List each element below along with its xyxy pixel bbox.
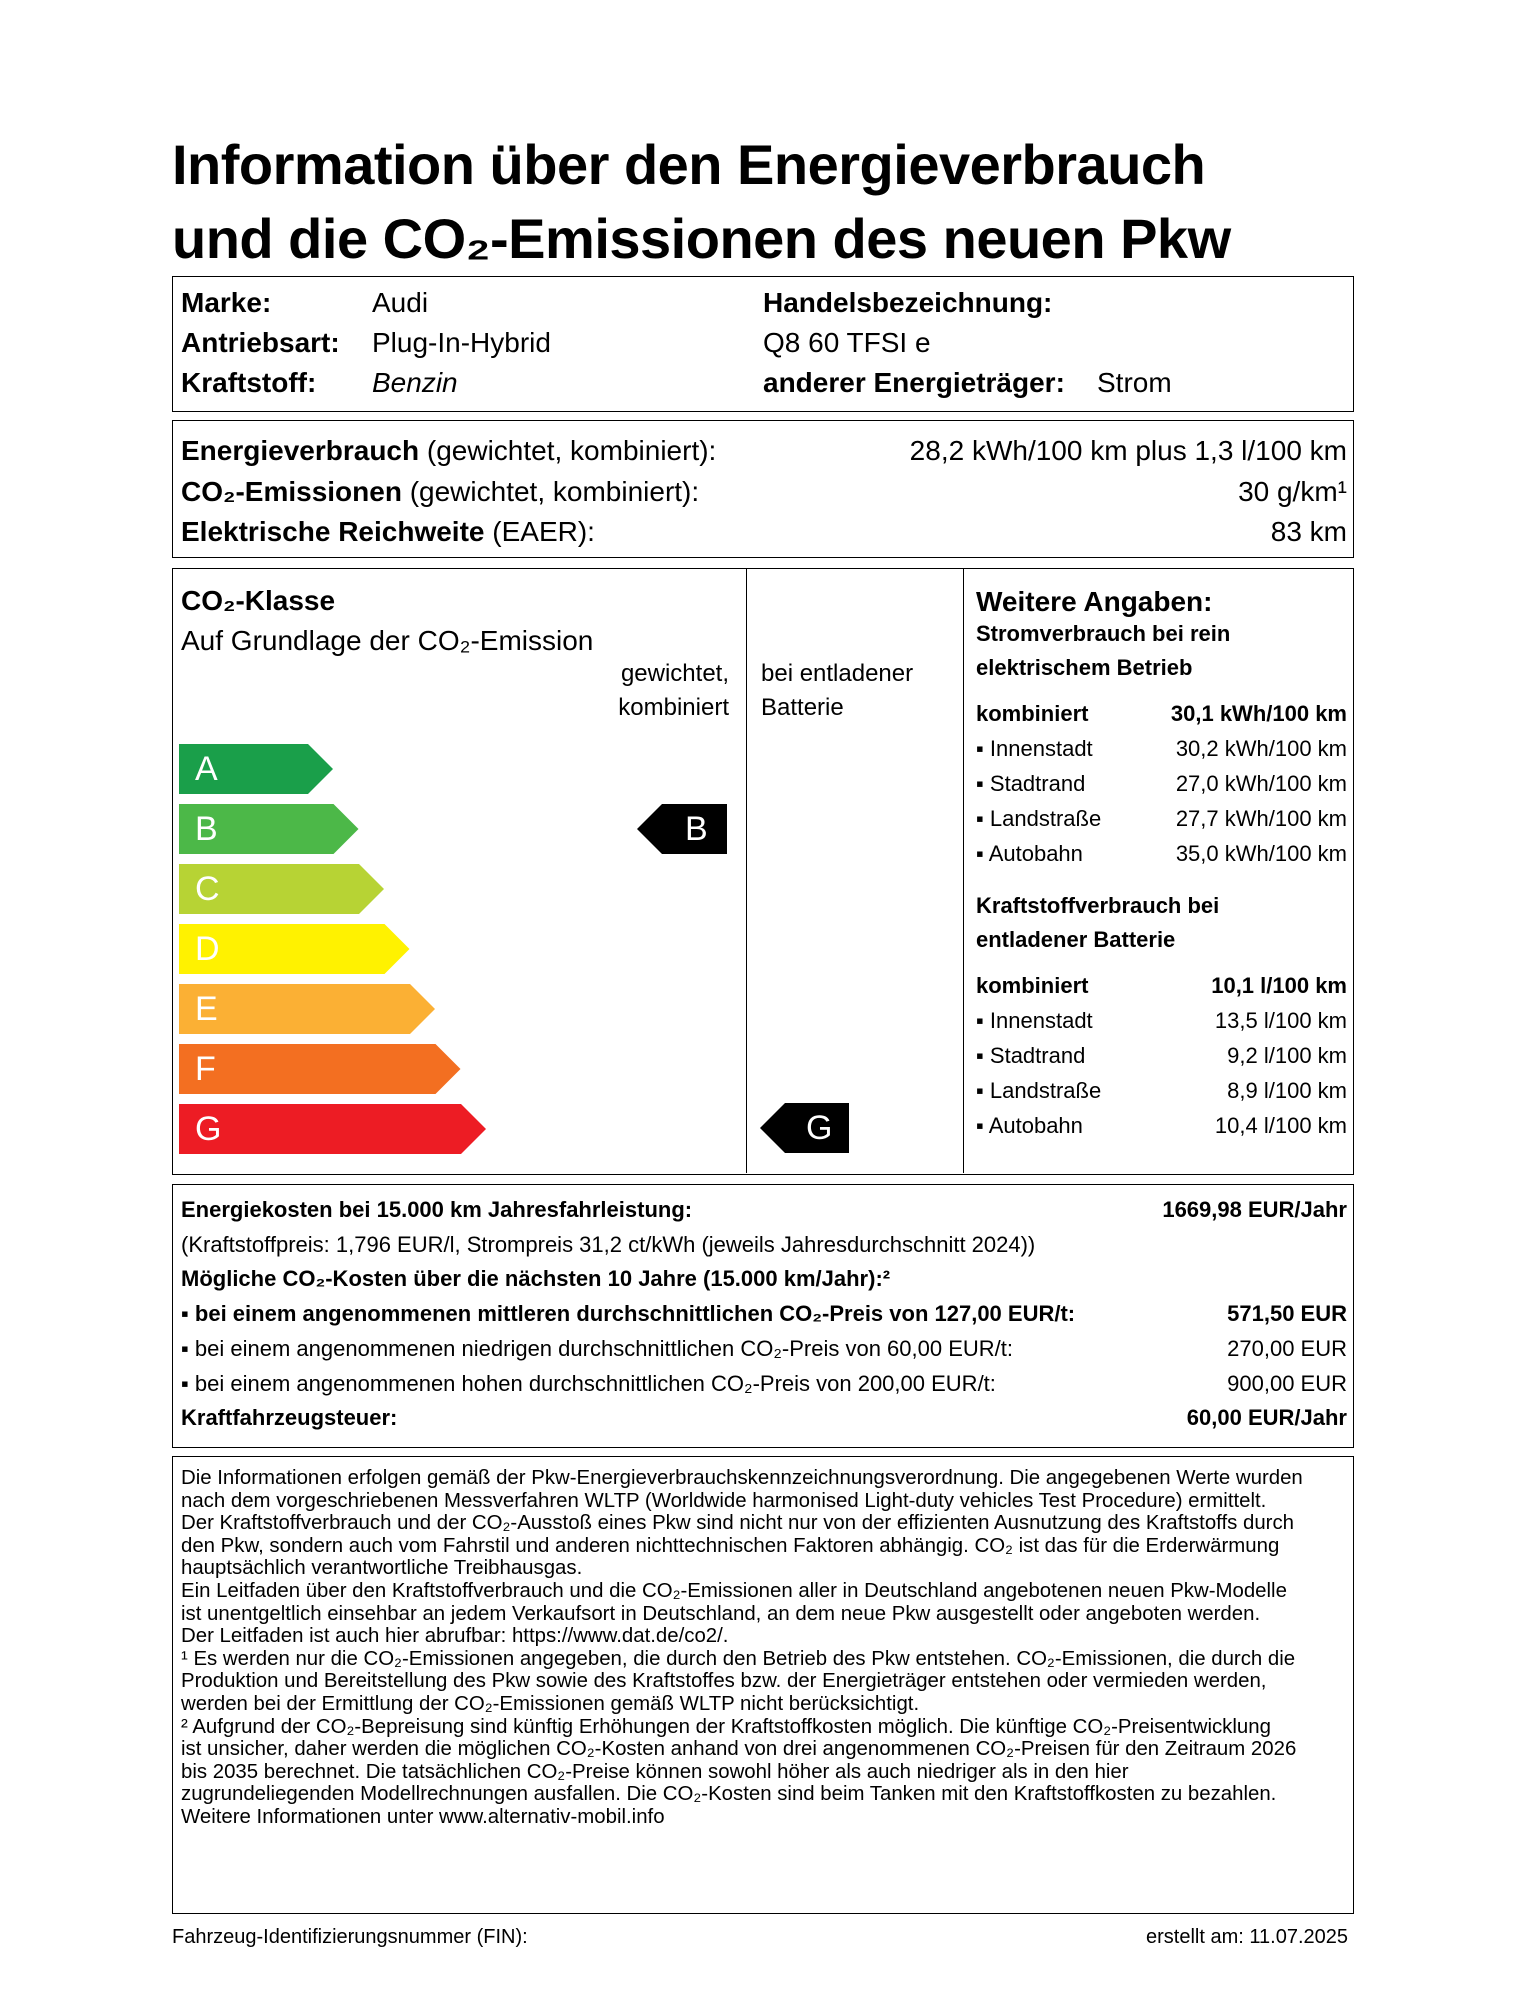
class-bar-b — [179, 804, 359, 854]
discharged-class-label: G — [806, 1109, 833, 1147]
footnote-line: Die Informationen erfolgen gemäß der Pkw-Energieverbrauchskennzeichnungsverordnung. Die angegebenen Werte wurden — [181, 1467, 1303, 1489]
preise-note: (Kraftstoffpreis: 1,796 EUR/l, Strompreis 31,2 ct/kWh (jeweils Jahresdurchschnitt 2024)) — [181, 1232, 1036, 1257]
handelsbezeichnung-label: Handelsbezeichnung: — [763, 287, 1053, 318]
energietraeger-label: anderer Energieträger: — [763, 367, 1065, 398]
strom-row-value: 30,1 kWh/100 km — [1170, 701, 1347, 726]
class-bar-f — [179, 1044, 461, 1094]
strom-row-value: 35,0 kWh/100 km — [1175, 841, 1347, 866]
kraftstoff-heading: Kraftstoffverbrauch bei entladener Batterie — [976, 893, 1220, 952]
co2-emissionen-label: CO₂-Emissionen (gewichtet, kombiniert): — [181, 476, 700, 507]
footnotes-text — [181, 1467, 1303, 1829]
page-title-line-1: Information über den Energieverbrauch — [172, 133, 1206, 196]
co2-preis-niedrig-label: ▪ bei einem angenommenen niedrigen durchschnittlichen CO₂-Preis von 60,00 EUR/t: — [181, 1336, 1014, 1361]
class-bar-a — [179, 744, 333, 794]
footnote-line: hauptsächlich verantwortliche Treibhausgas. — [181, 1557, 583, 1580]
kraftstoff-row-label: kombiniert — [976, 973, 1089, 998]
weighted-class-label: B — [685, 810, 708, 848]
co2-preis-hoch-value: 900,00 EUR — [1227, 1371, 1347, 1396]
footnote-line: nach dem vorgeschriebenen Messverfahren WLTP (Worldwide harmonised Light-duty vehicles Test Procedure) ermittelt. — [181, 1489, 1267, 1512]
column-discharged-heading: bei entladener Batterie — [761, 660, 914, 721]
consumption-box — [172, 420, 1354, 558]
energieverbrauch-value: 28,2 kWh/100 km plus 1,3 l/100 km — [909, 435, 1347, 466]
marke-value: Audi — [372, 287, 429, 318]
class-bar-e — [179, 984, 435, 1034]
column-divider-right — [963, 569, 964, 1173]
footnote-line: ¹ Es werden nur die CO₂-Emissionen angegeben, die durch den Betrieb des Pkw entstehen. CO₂-Emissionen, die durch die — [181, 1647, 1296, 1670]
co2-preis-mittel-value: 571,50 EUR — [1227, 1301, 1347, 1326]
discharged-class-marker — [760, 1103, 849, 1153]
column-divider-left — [746, 569, 747, 1173]
weighted-class-marker — [637, 804, 727, 854]
handelsbezeichnung-value: Q8 60 TFSI e — [763, 327, 931, 358]
footnote-line: ist unsicher, daher werden die möglichen CO₂-Kosten anhand von drei angenommenen CO₂-Preisen für den Zeitraum 2026 — [181, 1738, 1297, 1761]
class-bar-label: F — [195, 1050, 216, 1088]
page-title — [172, 128, 1231, 276]
kraftstoff-row-value: 8,9 l/100 km — [1227, 1078, 1347, 1103]
class-bar-label: A — [195, 750, 218, 788]
marke-label: Marke: — [181, 287, 272, 318]
co2-class-heading: CO₂-Klasse — [181, 585, 336, 616]
footnote-line: zugrundeliegenden Modellrechnungen ausfallen. Die CO₂-Kosten sind beim Tanken mit den Kraftstoffkosten zu bezahlen. — [181, 1783, 1277, 1806]
reichweite-value: 83 km — [1270, 516, 1347, 547]
co2-class-subheading: Auf Grundlage der CO₂-Emission — [181, 625, 594, 656]
co2-preis-hoch-label: ▪ bei einem angenommenen hohen durchschnittlichen CO₂-Preis von 200,00 EUR/t: — [181, 1371, 996, 1396]
strom-row-label: kombiniert — [976, 701, 1089, 726]
footnotes-box — [172, 1456, 1354, 1914]
kraftstoff-value: Benzin — [372, 367, 458, 398]
strom-row-value: 27,7 kWh/100 km — [1175, 806, 1347, 831]
strom-row-label: ▪ Innenstadt — [976, 736, 1093, 761]
footnote-line: Produktion und Bereitstellung des Pkw sowie des Kraftstoffes bzw. der Energieträger entstehen oder vermieden werden, — [181, 1670, 1267, 1693]
created-date: erstellt am: 11.07.2025 — [1146, 1926, 1348, 1948]
kraftstoff-row-value: 13,5 l/100 km — [1214, 1008, 1347, 1033]
class-bar-label: D — [195, 930, 220, 968]
class-bar-label: E — [195, 990, 218, 1028]
footnote-line: ² Aufgrund der CO₂-Bepreisung sind künftig Erhöhungen der Kraftstoffkosten möglich. Die künftige CO₂-Preisentwicklung — [181, 1715, 1271, 1738]
strom-row-label: ▪ Landstraße — [976, 806, 1102, 831]
strom-heading: Stromverbrauch bei rein elektrischem Betrieb — [976, 621, 1231, 680]
kfz-steuer-label: Kraftfahrzeugsteuer: — [181, 1405, 398, 1430]
kraftstoff-row-label: ▪ Innenstadt — [976, 1008, 1093, 1033]
class-bar-c — [179, 864, 384, 914]
class-bar-label: B — [195, 810, 218, 848]
footnote-line: Ein Leitfaden über den Kraftstoffverbrauch und die CO₂-Emissionen aller in Deutschland angebotenen neuen Pkw-Modelle — [181, 1579, 1287, 1602]
co2-emissionen-value: 30 g/km¹ — [1238, 476, 1347, 507]
costs-box — [172, 1184, 1354, 1448]
class-bar-g — [179, 1104, 486, 1154]
co2-class-box — [172, 568, 1354, 1175]
footnote-line: den Pkw, sondern auch vom Fahrstil und anderen nichttechnischen Faktoren abhängig. CO₂ ist das für die Erderwärmung — [181, 1534, 1280, 1557]
energiekosten-value: 1669,98 EUR/Jahr — [1162, 1197, 1347, 1222]
co2-kosten-label: Mögliche CO₂-Kosten über die nächsten 10 Jahre (15.000 km/Jahr):² — [181, 1266, 891, 1291]
class-bar-label: C — [195, 870, 220, 908]
footnote-line: ist unentgeltlich einsehbar an jedem Verkaufsort in Deutschland, an dem neue Pkw ausgestellt oder angeboten werden. — [181, 1602, 1261, 1625]
kraftstoff-row-value: 9,2 l/100 km — [1227, 1043, 1347, 1068]
energietraeger-value: Strom — [1097, 367, 1172, 398]
kraftstoff-row-value: 10,4 l/100 km — [1214, 1113, 1347, 1138]
strom-row-label: ▪ Stadtrand — [976, 771, 1086, 796]
kraftstoff-label: Kraftstoff: — [181, 367, 317, 398]
footnote-line: werden bei der Ermittlung der CO₂-Emissionen gemäß WLTP nicht berücksichtigt. — [181, 1692, 920, 1715]
vehicle-box — [172, 276, 1354, 412]
strom-row-value: 27,0 kWh/100 km — [1175, 771, 1347, 796]
kfz-steuer-value: 60,00 EUR/Jahr — [1186, 1405, 1347, 1430]
fin-label: Fahrzeug-Identifizierungsnummer (FIN): — [172, 1926, 528, 1948]
strom-row-value: 30,2 kWh/100 km — [1175, 736, 1347, 761]
co2-preis-mittel-label: ▪ bei einem angenommenen mittleren durchschnittlichen CO₂-Preis von 127,00 EUR/t: — [181, 1301, 1076, 1326]
kraftstoff-row-value: 10,1 l/100 km — [1211, 973, 1347, 998]
footnote-line: bis 2035 berechnet. Die tatsächlichen CO₂-Preise können sowohl höher als auch niedriger als in den hier — [181, 1760, 1129, 1783]
kraftstoff-row-label: ▪ Autobahn — [976, 1113, 1083, 1138]
class-bar-label: G — [195, 1110, 222, 1148]
class-bar-d — [179, 924, 410, 974]
kraftstoff-row-label: ▪ Stadtrand — [976, 1043, 1086, 1068]
footnote-line: Der Kraftstoffverbrauch und der CO₂-Ausstoß eines Pkw sind nicht nur von der effizienten Ausnutzung des Kraftstoffs durch — [181, 1512, 1294, 1535]
energiekosten-label: Energiekosten bei 15.000 km Jahresfahrleistung: — [181, 1197, 693, 1222]
co2-preis-niedrig-value: 270,00 EUR — [1227, 1336, 1347, 1361]
further-heading: Weitere Angaben: — [976, 586, 1213, 617]
column-weighted-heading: gewichtet, kombiniert — [618, 660, 729, 721]
reichweite-label: Elektrische Reichweite (EAER): — [181, 516, 595, 547]
antriebsart-label: Antriebsart: — [181, 327, 340, 358]
antriebsart-value: Plug-In-Hybrid — [372, 327, 551, 358]
page-title-line-2: und die CO₂-Emissionen des neuen Pkw — [172, 207, 1231, 270]
strom-row-label: ▪ Autobahn — [976, 841, 1083, 866]
footnote-line: Weitere Informationen unter www.alternativ-mobil.info — [181, 1805, 665, 1828]
kraftstoff-row-label: ▪ Landstraße — [976, 1078, 1102, 1103]
energieverbrauch-label: Energieverbrauch (gewichtet, kombiniert): — [181, 435, 717, 466]
footnote-line: Der Leitfaden ist auch hier abrufbar: https://www.dat.de/co2/. — [181, 1625, 729, 1648]
